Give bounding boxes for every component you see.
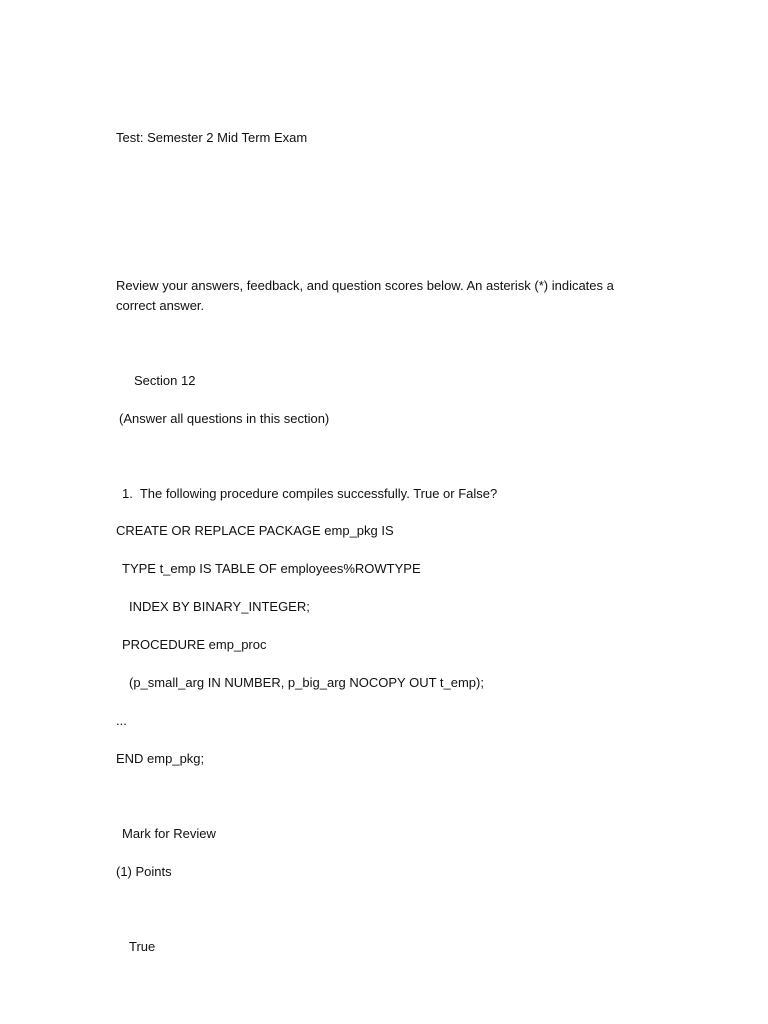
section-heading: Section 12 xyxy=(134,373,196,388)
code-line: TYPE t_emp IS TABLE OF employees%ROWTYPE xyxy=(122,561,421,576)
mark-for-review-link[interactable]: Mark for Review xyxy=(122,826,216,841)
section-note: (Answer all questions in this section) xyxy=(119,411,330,426)
code-line: END emp_pkg; xyxy=(116,751,205,766)
code-line: CREATE OR REPLACE PACKAGE emp_pkg IS xyxy=(116,523,394,538)
page-title: Test: Semester 2 Mid Term Exam xyxy=(116,130,308,145)
code-line: PROCEDURE emp_proc xyxy=(122,637,267,652)
points-label: (1) Points xyxy=(116,864,172,879)
code-line: INDEX BY BINARY_INTEGER; xyxy=(129,599,310,614)
question-prompt: 1. The following procedure compiles successfully. True or False? xyxy=(122,486,498,501)
code-line: ... xyxy=(116,713,127,728)
answer-option-true[interactable]: True xyxy=(129,939,156,954)
instructions-text: Review your answers, feedback, and question scores below. An asterisk (*) indicates a correct answer. xyxy=(116,278,614,313)
code-line: (p_small_arg IN NUMBER, p_big_arg NOCOPY OUT t_emp); xyxy=(129,675,484,690)
